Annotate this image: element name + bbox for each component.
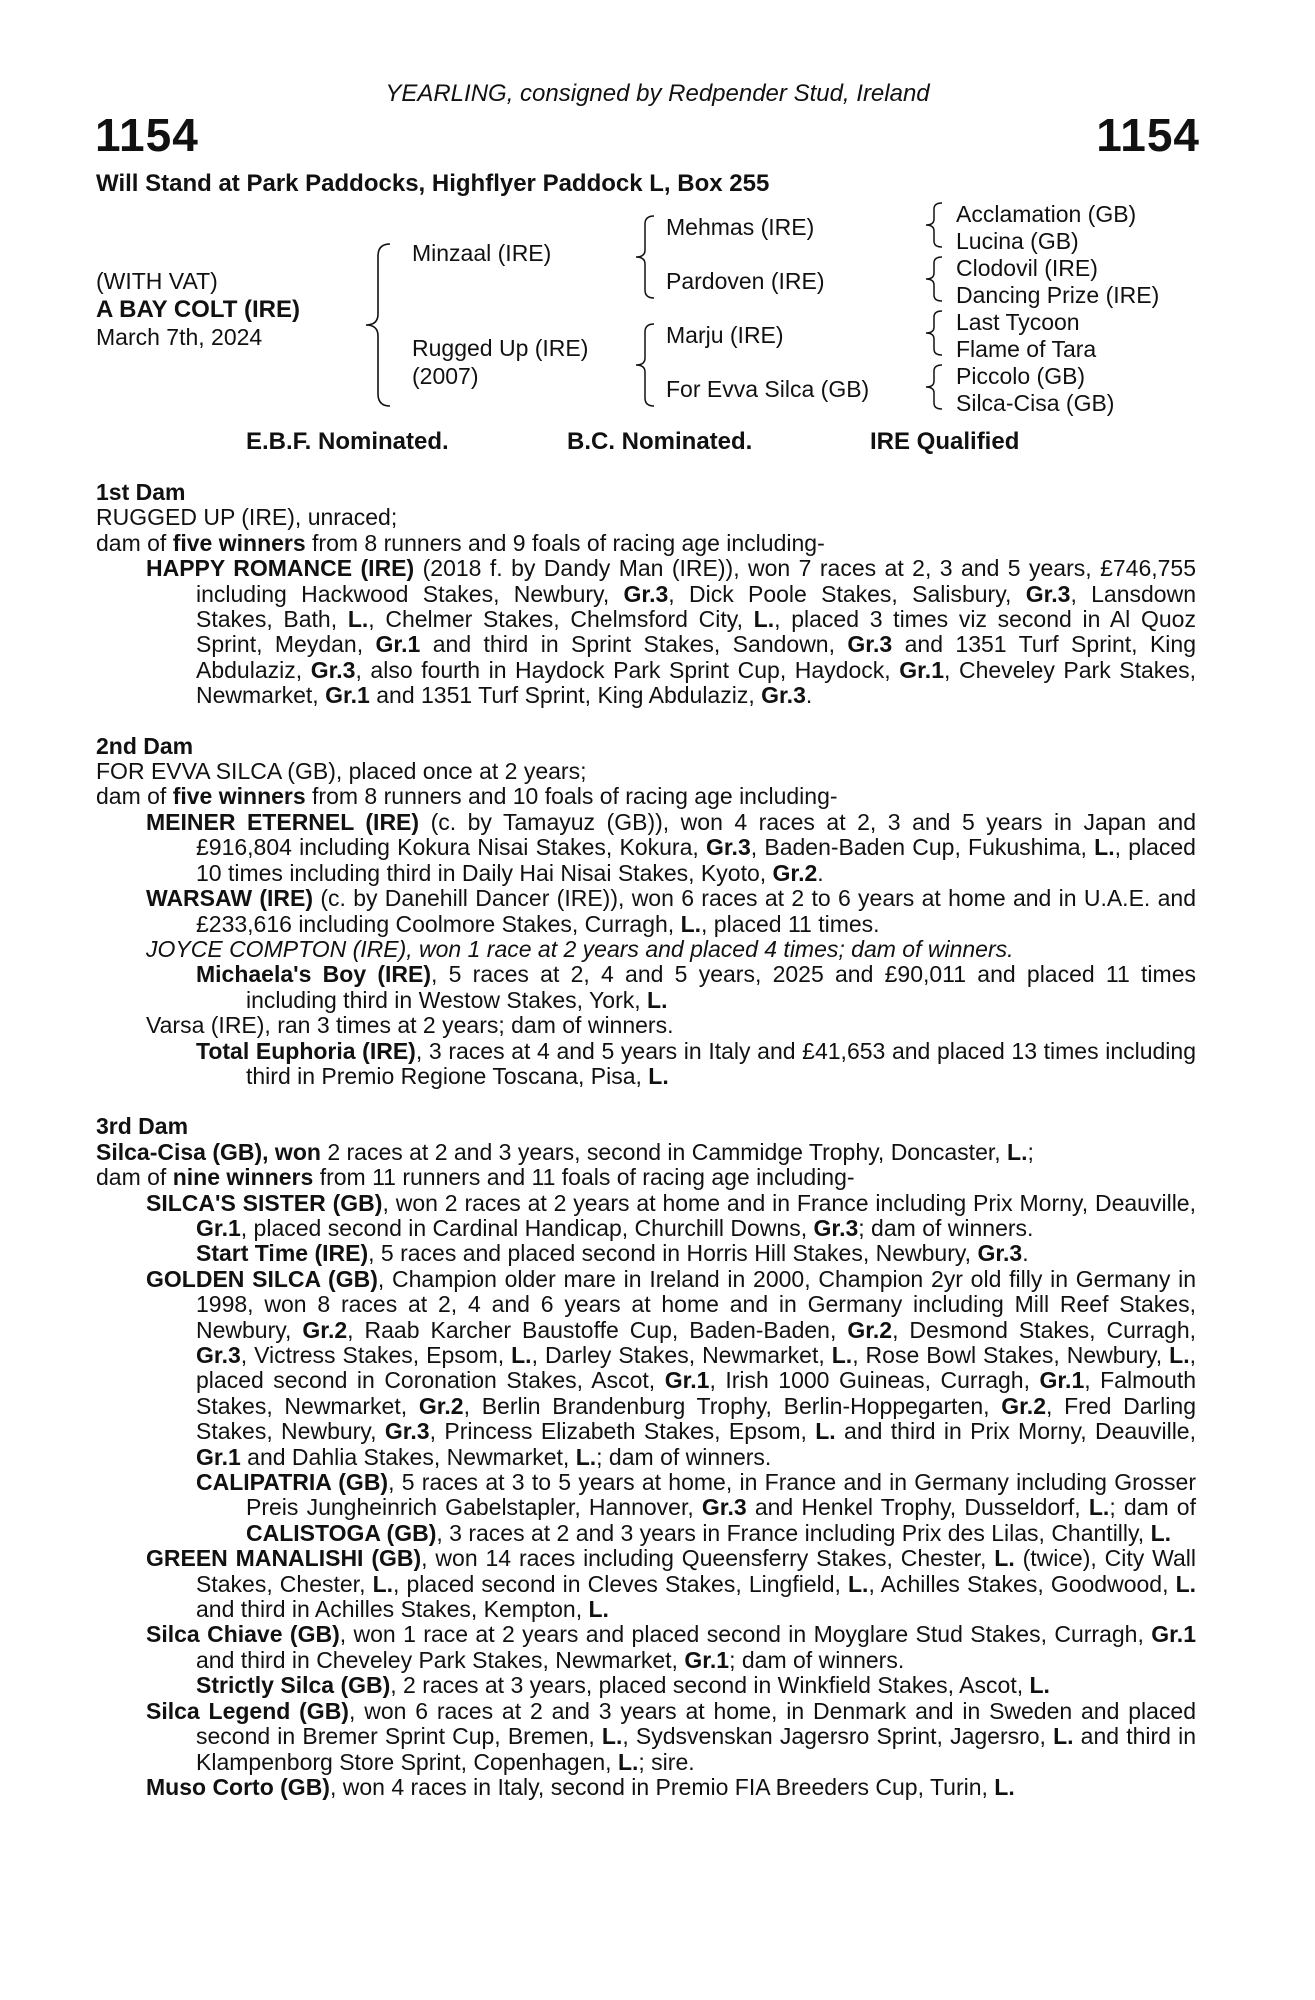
list-item: Total Euphoria (IRE), 3 races at 4 and 5 years in Italy and £41,653 and placed 13 times including third in Premio Regione Toscana, Pisa, L. (196, 1037, 1197, 1089)
second-dam-section (96, 734, 1196, 1090)
gen3-3: Clodovil (IRE) (956, 255, 1098, 281)
horse-name: A BAY COLT (IRE) (96, 296, 301, 323)
list-item: Strictly Silca (GB), 2 races at 3 years, placed second in Winkfield Stakes, Ascot, L. (196, 1672, 1050, 1699)
list-item: WARSAW (IRE) (c. by Danehill Dancer (IRE)), won 6 races at 2 to 6 years at home and in U.A.E. and £233,616 including Coolmore Stakes, Curragh, L., placed 11 times. (146, 885, 1196, 937)
list-item: SILCA'S SISTER (GB), won 2 races at 2 years at home and in France including Prix Morny, Deauville, Gr.1, placed second in Cardinal Handicap, Churchill Downs, Gr.3; dam of winners. (146, 1189, 1196, 1241)
sire-dam: Pardoven (IRE) (666, 268, 825, 294)
catalogue-subtitle: YEARLING, consigned by Redpender Stud, Ireland (385, 80, 930, 107)
section-heading: 2nd Dam (96, 732, 194, 759)
dam-year: (2007) (412, 363, 479, 389)
list-item: Michaela's Boy (IRE), 5 races at 2, 4 and 5 years, 2025 and £90,011 and placed 11 times including third in Westow Stakes, York, L. (196, 961, 1196, 1013)
gen3-2: Lucina (GB) (956, 228, 1079, 254)
gen3-8: Silca-Cisa (GB) (956, 390, 1115, 416)
dam-produce-summary: dam of five winners from 8 runners and 10 foals of racing age including- (96, 783, 838, 810)
gen3-7: Piccolo (GB) (956, 363, 1086, 389)
gen3-6: Flame of Tara (956, 336, 1097, 362)
pedigree-brace-sire (632, 212, 658, 302)
produce-record (96, 480, 1196, 1800)
list-item: GOLDEN SILCA (GB), Champion older mare in Ireland in 2000, Champion 2yr old filly in Germany in 1998, won 8 races at 2, 4 and 6 years at home and in Germany including Mill Reef Stakes, Newbury, Gr.2, Raab Karcher Baustoffe Cup, Baden-Baden, Gr.2, Desmond Stakes, Curragh, Gr.3, Victress Stakes, Epsom, L., Darley Stakes, Newmarket, L., Rose Bowl Stakes, Newbury, L., placed second in Coronation Stakes, Ascot, Gr.1, Irish 1000 Guineas, Curragh, Gr.1, Falmouth Stakes, Newmarket, Gr.2, Berlin Brandenburg Trophy, Berlin-Hoppegarten, Gr.2, Fred Darling Stakes, Newbury, Gr.3, Princess Elizabeth Stakes, Epsom, L. and third in Prix Morny, Deauville, Gr.1 and Dahlia Stakes, Newmarket, L.; dam of winners. (146, 1265, 1197, 1470)
gen3-5: Last Tycoon (956, 309, 1080, 335)
third-dam-section (96, 1114, 1196, 1800)
list-item: MEINER ETERNEL (IRE) (c. by Tamayuz (GB)), won 4 races at 2, 3 and 5 years in Japan and £916,804 including Kokura Nisai Stakes, Kokura, Gr.3, Baden-Baden Cup, Fukushima, L., placed 10 times including third in Daily Hai Nisai Stakes, Kyoto, Gr.2. (146, 808, 1196, 886)
gen3-1: Acclamation (GB) (956, 201, 1137, 227)
pedigree-brace-dam (632, 320, 658, 410)
dam-produce-summary: dam of five winners from 8 runners and 9 foals of racing age including- (96, 529, 825, 556)
pedigree-brace-g4 (922, 362, 946, 412)
dam-dam: For Evva Silca (GB) (666, 376, 870, 402)
pedigree-brace-g3 (922, 308, 946, 358)
lot-number-left: 1154 (95, 109, 199, 161)
bc-nomination: B.C. Nominated. (567, 428, 753, 455)
sire: Minzaal (IRE) (412, 240, 552, 266)
dam: Rugged Up (IRE) (412, 335, 589, 361)
pedigree-brace-g1 (922, 200, 946, 250)
list-item: Muso Corto (GB), won 4 races in Italy, second in Premio FIA Breeders Cup, Turin, L. (146, 1773, 1015, 1800)
foaling-date: March 7th, 2024 (96, 324, 263, 350)
list-item: Silca Legend (GB), won 6 races at 2 and 3 years at home, in Denmark and in Sweden and placed second in Bremer Sprint Cup, Bremen, L., Sydsvenskan Jagersro Sprint, Jagersro, L. and third in Klampenborg Store Sprint, Copenhagen, L.; sire. (146, 1697, 1197, 1775)
gen3-4: Dancing Prize (IRE) (956, 282, 1160, 308)
section-heading: 1st Dam (96, 479, 186, 505)
section-heading: 3rd Dam (96, 1113, 189, 1140)
list-item: Start Time (IRE), 5 races and placed second in Horris Hill Stakes, Newbury, Gr.3. (196, 1240, 1029, 1267)
vat-note: (WITH VAT) (96, 268, 218, 294)
dam-line: RUGGED UP (IRE), unraced; (96, 504, 398, 531)
dam-produce-summary: dam of nine winners from 11 runners and 11 foals of racing age including- (96, 1164, 855, 1191)
dam-line: Silca-Cisa (GB), won 2 races at 2 and 3 years, second in Cammidge Trophy, Doncaster, L.; (96, 1138, 1034, 1165)
ebf-nomination: E.B.F. Nominated. (246, 428, 449, 455)
dam-line: FOR EVVA SILCA (GB), placed once at 2 years; (96, 758, 587, 785)
lot-number-right: 1154 (1096, 109, 1200, 161)
sire-sire: Mehmas (IRE) (666, 214, 815, 240)
list-item: CALIPATRIA (GB), 5 races at 3 to 5 years at home, in France and in Germany including Grosser Preis Jungheinrich Gabelstapler, Hannover, Gr.3 and Henkel Trophy, Dusseldorf, L.; dam of CALISTOGA (GB), 3 races at 2 and 3 years in France including Prix des Lilas, Chantilly, L. (196, 1469, 1196, 1546)
list-item: HAPPY ROMANCE (IRE) (2018 f. by Dandy Man (IRE)), won 7 races at 2, 3 and 5 years, £746,755 including Hackwood Stakes, Newbury, Gr.3, Dick Poole Stakes, Salisbury, Gr.3, Lansdown Stakes, Bath, L., Chelmer Stakes, Chelmsford City, L., placed 3 times viz second in Al Quoz Sprint, Meydan, Gr.1 and third in Sprint Stakes, Sandown, Gr.3 and 1351 Turf Sprint, King Abdulaziz, Gr.3, also fourth in Haydock Park Sprint Cup, Haydock, Gr.1, Cheveley Park Stakes, Newmarket, Gr.1 and 1351 Turf Sprint, King Abdulaziz, Gr.3. (146, 555, 1197, 709)
first-dam-section (96, 480, 1196, 709)
list-item: GREEN MANALISHI (GB), won 14 races including Queensferry Stakes, Chester, L. (twice), City Wall Stakes, Chester, L., placed second in Cleves Stakes, Lingfield, L., Achilles Stakes, Goodwood, L. and third in Achilles Stakes, Kempton, L. (146, 1545, 1197, 1623)
dam-sire: Marju (IRE) (666, 322, 784, 348)
ire-qualified: IRE Qualified (870, 428, 1020, 455)
list-item: Silca Chiave (GB), won 1 race at 2 years and placed second in Moyglare Stud Stakes, Curragh, Gr.1 and third in Cheveley Park Stakes, Newmarket, Gr.1; dam of winners. (146, 1621, 1196, 1673)
stabling-location: Will Stand at Park Paddocks, Highflyer Paddock L, Box 255 (96, 170, 770, 197)
pedigree-brace-g2 (922, 254, 946, 304)
pedigree-brace-main (360, 240, 396, 410)
list-item: JOYCE COMPTON (IRE), won 1 race at 2 years and placed 4 times; dam of winners. (146, 935, 1014, 962)
list-item: Varsa (IRE), ran 3 times at 2 years; dam of winners. (146, 1012, 674, 1039)
